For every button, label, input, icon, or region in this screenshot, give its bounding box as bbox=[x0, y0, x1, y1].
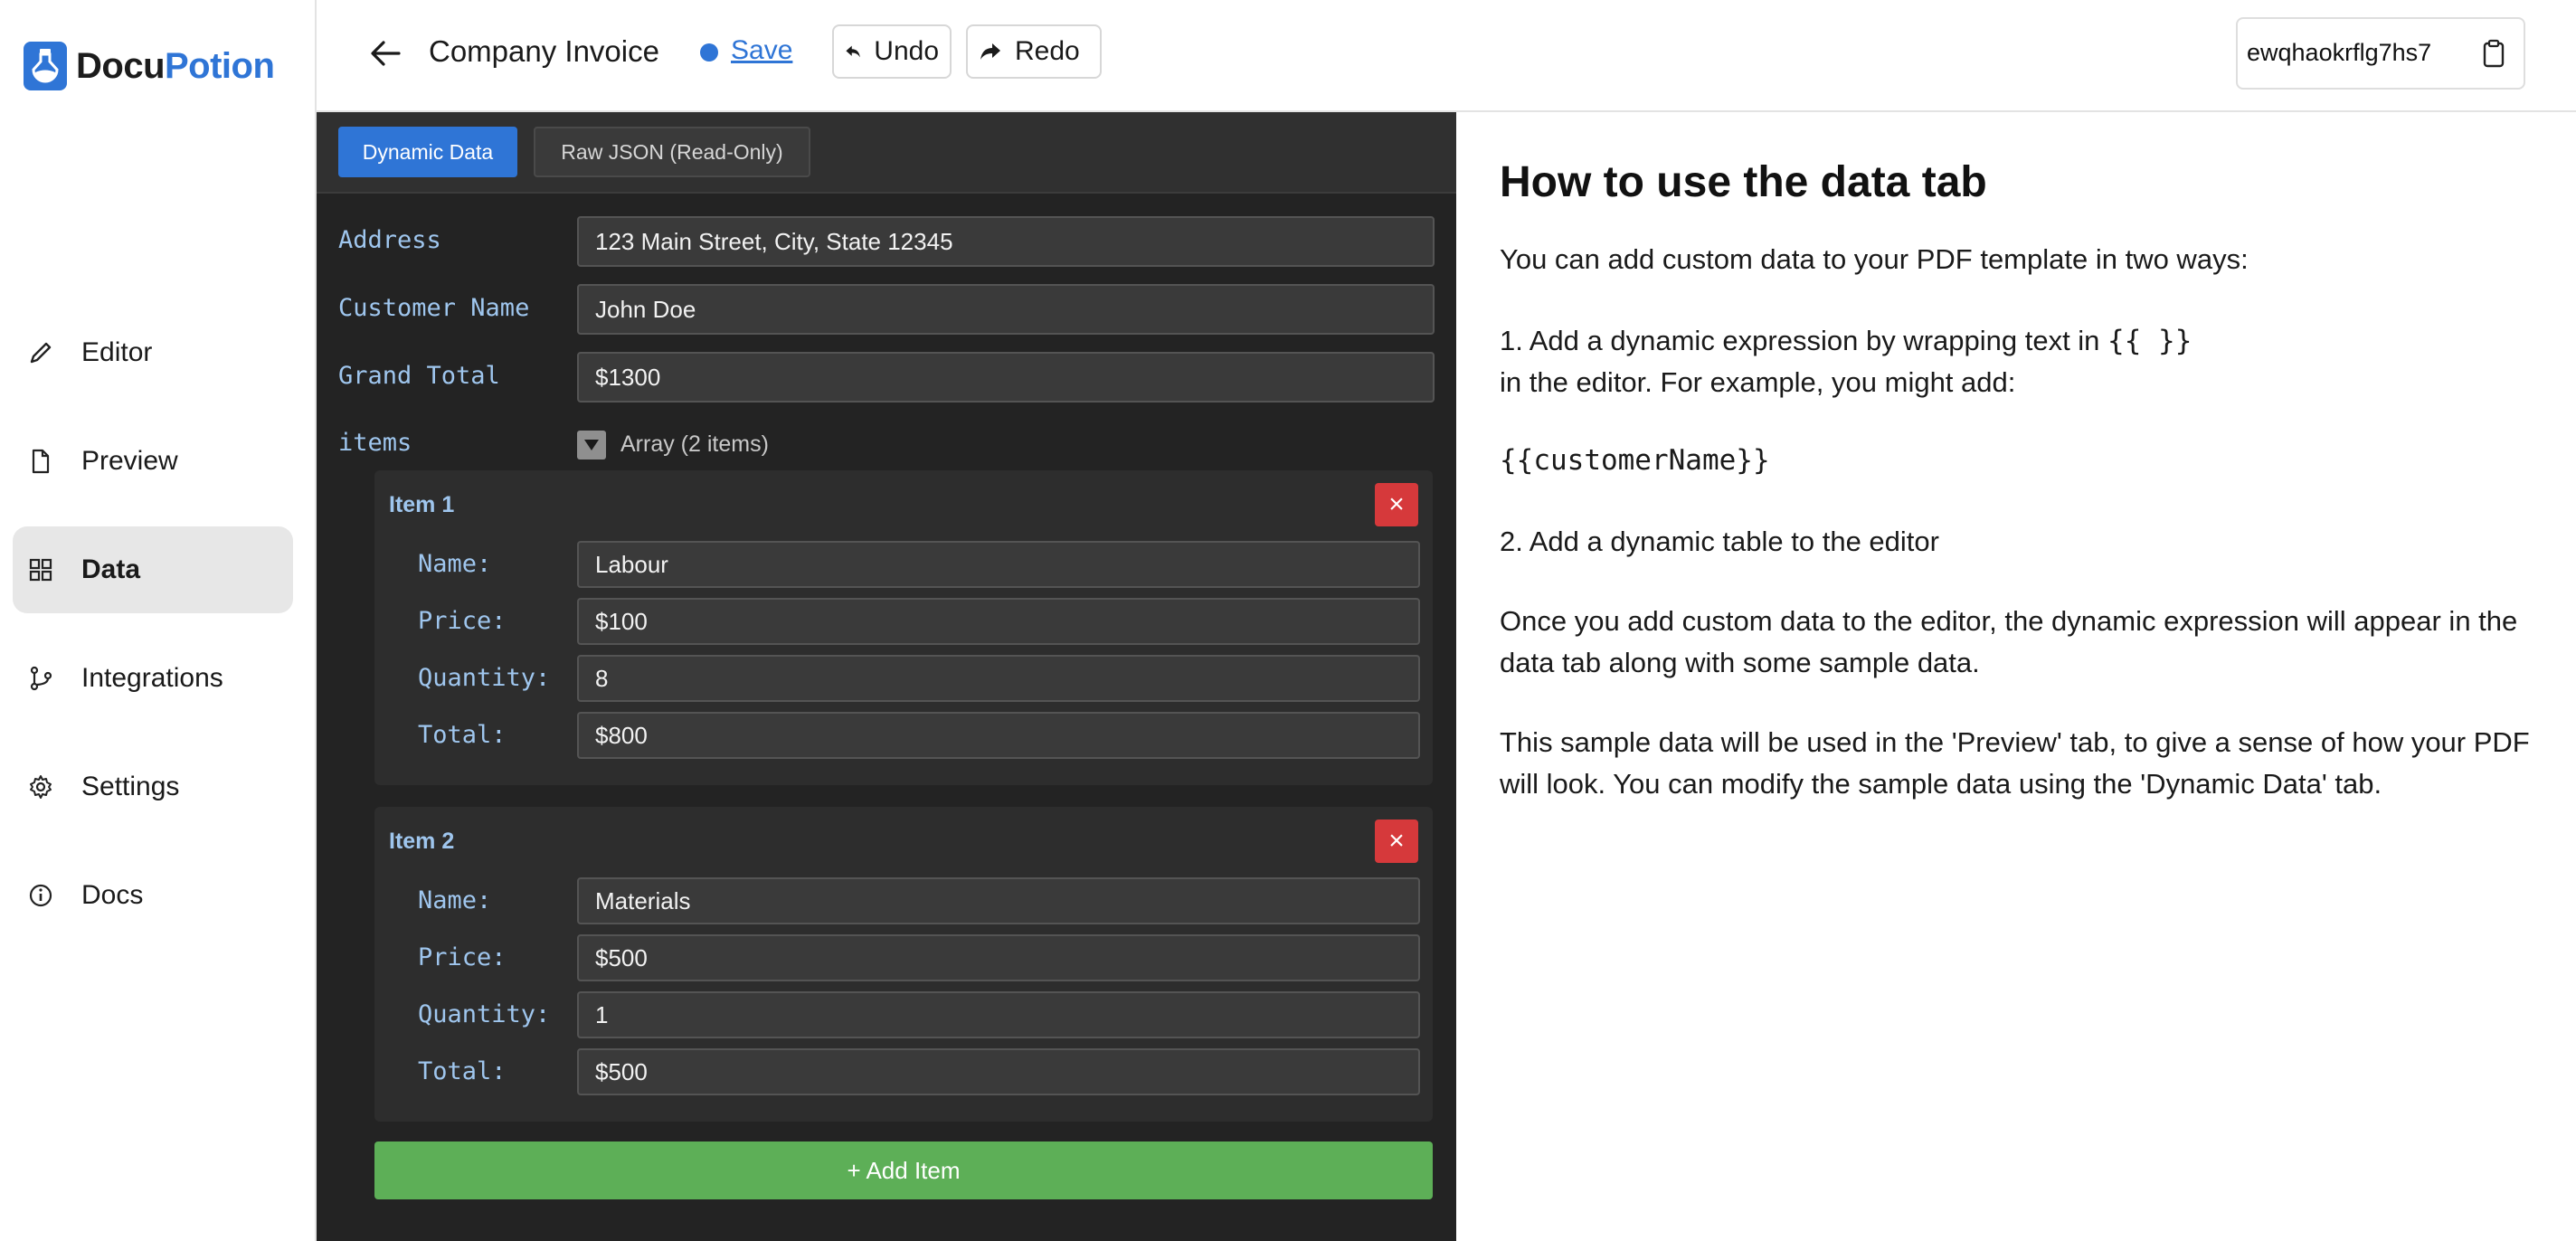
address-input[interactable]: 123 Main Street, City, State 12345 bbox=[577, 216, 1435, 267]
clipboard-icon[interactable] bbox=[2482, 39, 2505, 72]
item-quantity-label: Quantity: bbox=[418, 1000, 551, 1028]
help-title: How to use the data tab bbox=[1500, 158, 1987, 206]
help-panel bbox=[1456, 112, 2576, 1241]
help-step-1-code: {{ }} bbox=[2107, 325, 2192, 357]
sidebar bbox=[0, 0, 317, 1241]
gear-icon bbox=[27, 773, 54, 800]
tab-dynamic-data[interactable]: Dynamic Data bbox=[338, 127, 517, 177]
redo-button[interactable] bbox=[966, 24, 1102, 79]
item-name-label: Name: bbox=[418, 886, 492, 914]
help-intro: You can add custom data to your PDF template in two ways: bbox=[1500, 243, 2249, 275]
sidebar-item-docs[interactable] bbox=[13, 852, 293, 939]
address-label: Address bbox=[338, 226, 441, 254]
item-price-input[interactable]: $500 bbox=[577, 934, 1420, 981]
help-step-2: 2. Add a dynamic table to the editor bbox=[1500, 526, 1939, 557]
delete-item-button[interactable]: × bbox=[1375, 819, 1418, 863]
collapse-toggle[interactable] bbox=[577, 431, 606, 459]
data-tabs bbox=[317, 112, 1456, 194]
triangle-down-icon bbox=[583, 439, 600, 451]
item-total-label: Total: bbox=[418, 721, 507, 749]
potion-logo-icon bbox=[24, 42, 67, 90]
item-price-label: Price: bbox=[418, 607, 507, 635]
unsaved-indicator bbox=[700, 43, 718, 62]
item-title: Item 2 bbox=[389, 829, 455, 854]
help-step-1-text: 1. Add a dynamic expression by wrapping text in bbox=[1500, 325, 2108, 356]
item-total-label: Total: bbox=[418, 1057, 507, 1085]
document-id-value: ewqhaokrflg7hs7 bbox=[2247, 39, 2432, 66]
help-paragraph-2: This sample data will be used in the 'Preview' tab, to give a sense of how your PDF will look. You can modify the sample data using the 'Dynamic Data' tab. bbox=[1500, 726, 2530, 800]
info-icon bbox=[27, 882, 54, 909]
pencil-icon bbox=[27, 339, 54, 366]
save-link[interactable]: Save bbox=[731, 35, 793, 65]
sidebar-item-label: Data bbox=[81, 554, 141, 584]
back-button[interactable] bbox=[362, 33, 409, 74]
arrow-left-icon bbox=[370, 40, 401, 67]
item-price-label: Price: bbox=[418, 943, 507, 971]
redo-icon bbox=[979, 42, 1002, 62]
item-title: Item 1 bbox=[389, 492, 455, 517]
item-quantity-input[interactable]: 8 bbox=[577, 655, 1420, 702]
sidebar-item-label: Preview bbox=[81, 446, 178, 476]
delete-item-button[interactable]: × bbox=[1375, 483, 1418, 526]
sidebar-item-label: Docs bbox=[81, 880, 144, 910]
sidebar-item-label: Settings bbox=[81, 772, 180, 801]
help-step-1 bbox=[1500, 320, 2549, 403]
grand-total-input[interactable]: $1300 bbox=[577, 352, 1435, 403]
item-quantity-input[interactable]: 1 bbox=[577, 991, 1420, 1038]
document-id-field[interactable] bbox=[2236, 17, 2525, 90]
items-label: items bbox=[338, 429, 412, 457]
sidebar-item-data[interactable] bbox=[13, 526, 293, 613]
top-bar bbox=[317, 0, 2576, 112]
grand-total-label: Grand Total bbox=[338, 362, 500, 390]
undo-icon bbox=[845, 42, 861, 62]
item-name-input[interactable]: Labour bbox=[577, 541, 1420, 588]
item-quantity-label: Quantity: bbox=[418, 664, 551, 692]
help-example-code: {{customerName}} bbox=[1500, 444, 1770, 477]
data-panel bbox=[317, 112, 1456, 1241]
sidebar-item-settings[interactable] bbox=[13, 744, 293, 830]
logo[interactable] bbox=[24, 42, 274, 90]
sidebar-item-preview[interactable] bbox=[13, 418, 293, 505]
git-branch-icon bbox=[27, 665, 54, 692]
logo-text: DocuPotion bbox=[76, 45, 275, 86]
grid-icon bbox=[27, 556, 54, 583]
undo-label: Undo bbox=[874, 36, 939, 66]
array-item-card bbox=[374, 470, 1433, 785]
item-name-input[interactable]: Materials bbox=[577, 877, 1420, 924]
document-title[interactable]: Company Invoice bbox=[429, 34, 659, 68]
tab-raw-json[interactable]: Raw JSON (Read-Only) bbox=[534, 127, 810, 177]
help-paragraph-1: Once you add custom data to the editor, the dynamic expression will appear in the data tab along with some sample data. bbox=[1500, 605, 2518, 678]
item-total-input[interactable]: $800 bbox=[577, 712, 1420, 759]
item-price-input[interactable]: $100 bbox=[577, 598, 1420, 645]
sidebar-item-label: Integrations bbox=[81, 663, 223, 693]
array-item-card bbox=[374, 807, 1433, 1122]
help-step-1-text-2: in the editor. For example, you might add: bbox=[1500, 366, 2016, 398]
item-total-input[interactable]: $500 bbox=[577, 1048, 1420, 1095]
customer-name-input[interactable]: John Doe bbox=[577, 284, 1435, 335]
file-icon bbox=[27, 448, 54, 475]
array-summary: Array (2 items) bbox=[620, 431, 769, 457]
sidebar-item-integrations[interactable] bbox=[13, 635, 293, 722]
sidebar-item-editor[interactable] bbox=[13, 309, 293, 396]
item-name-label: Name: bbox=[418, 550, 492, 578]
undo-button[interactable] bbox=[832, 24, 952, 79]
add-item-button[interactable]: + Add Item bbox=[374, 1142, 1433, 1199]
customer-name-label: Customer Name bbox=[338, 294, 530, 322]
sidebar-item-label: Editor bbox=[81, 337, 153, 367]
redo-label: Redo bbox=[1015, 36, 1080, 66]
